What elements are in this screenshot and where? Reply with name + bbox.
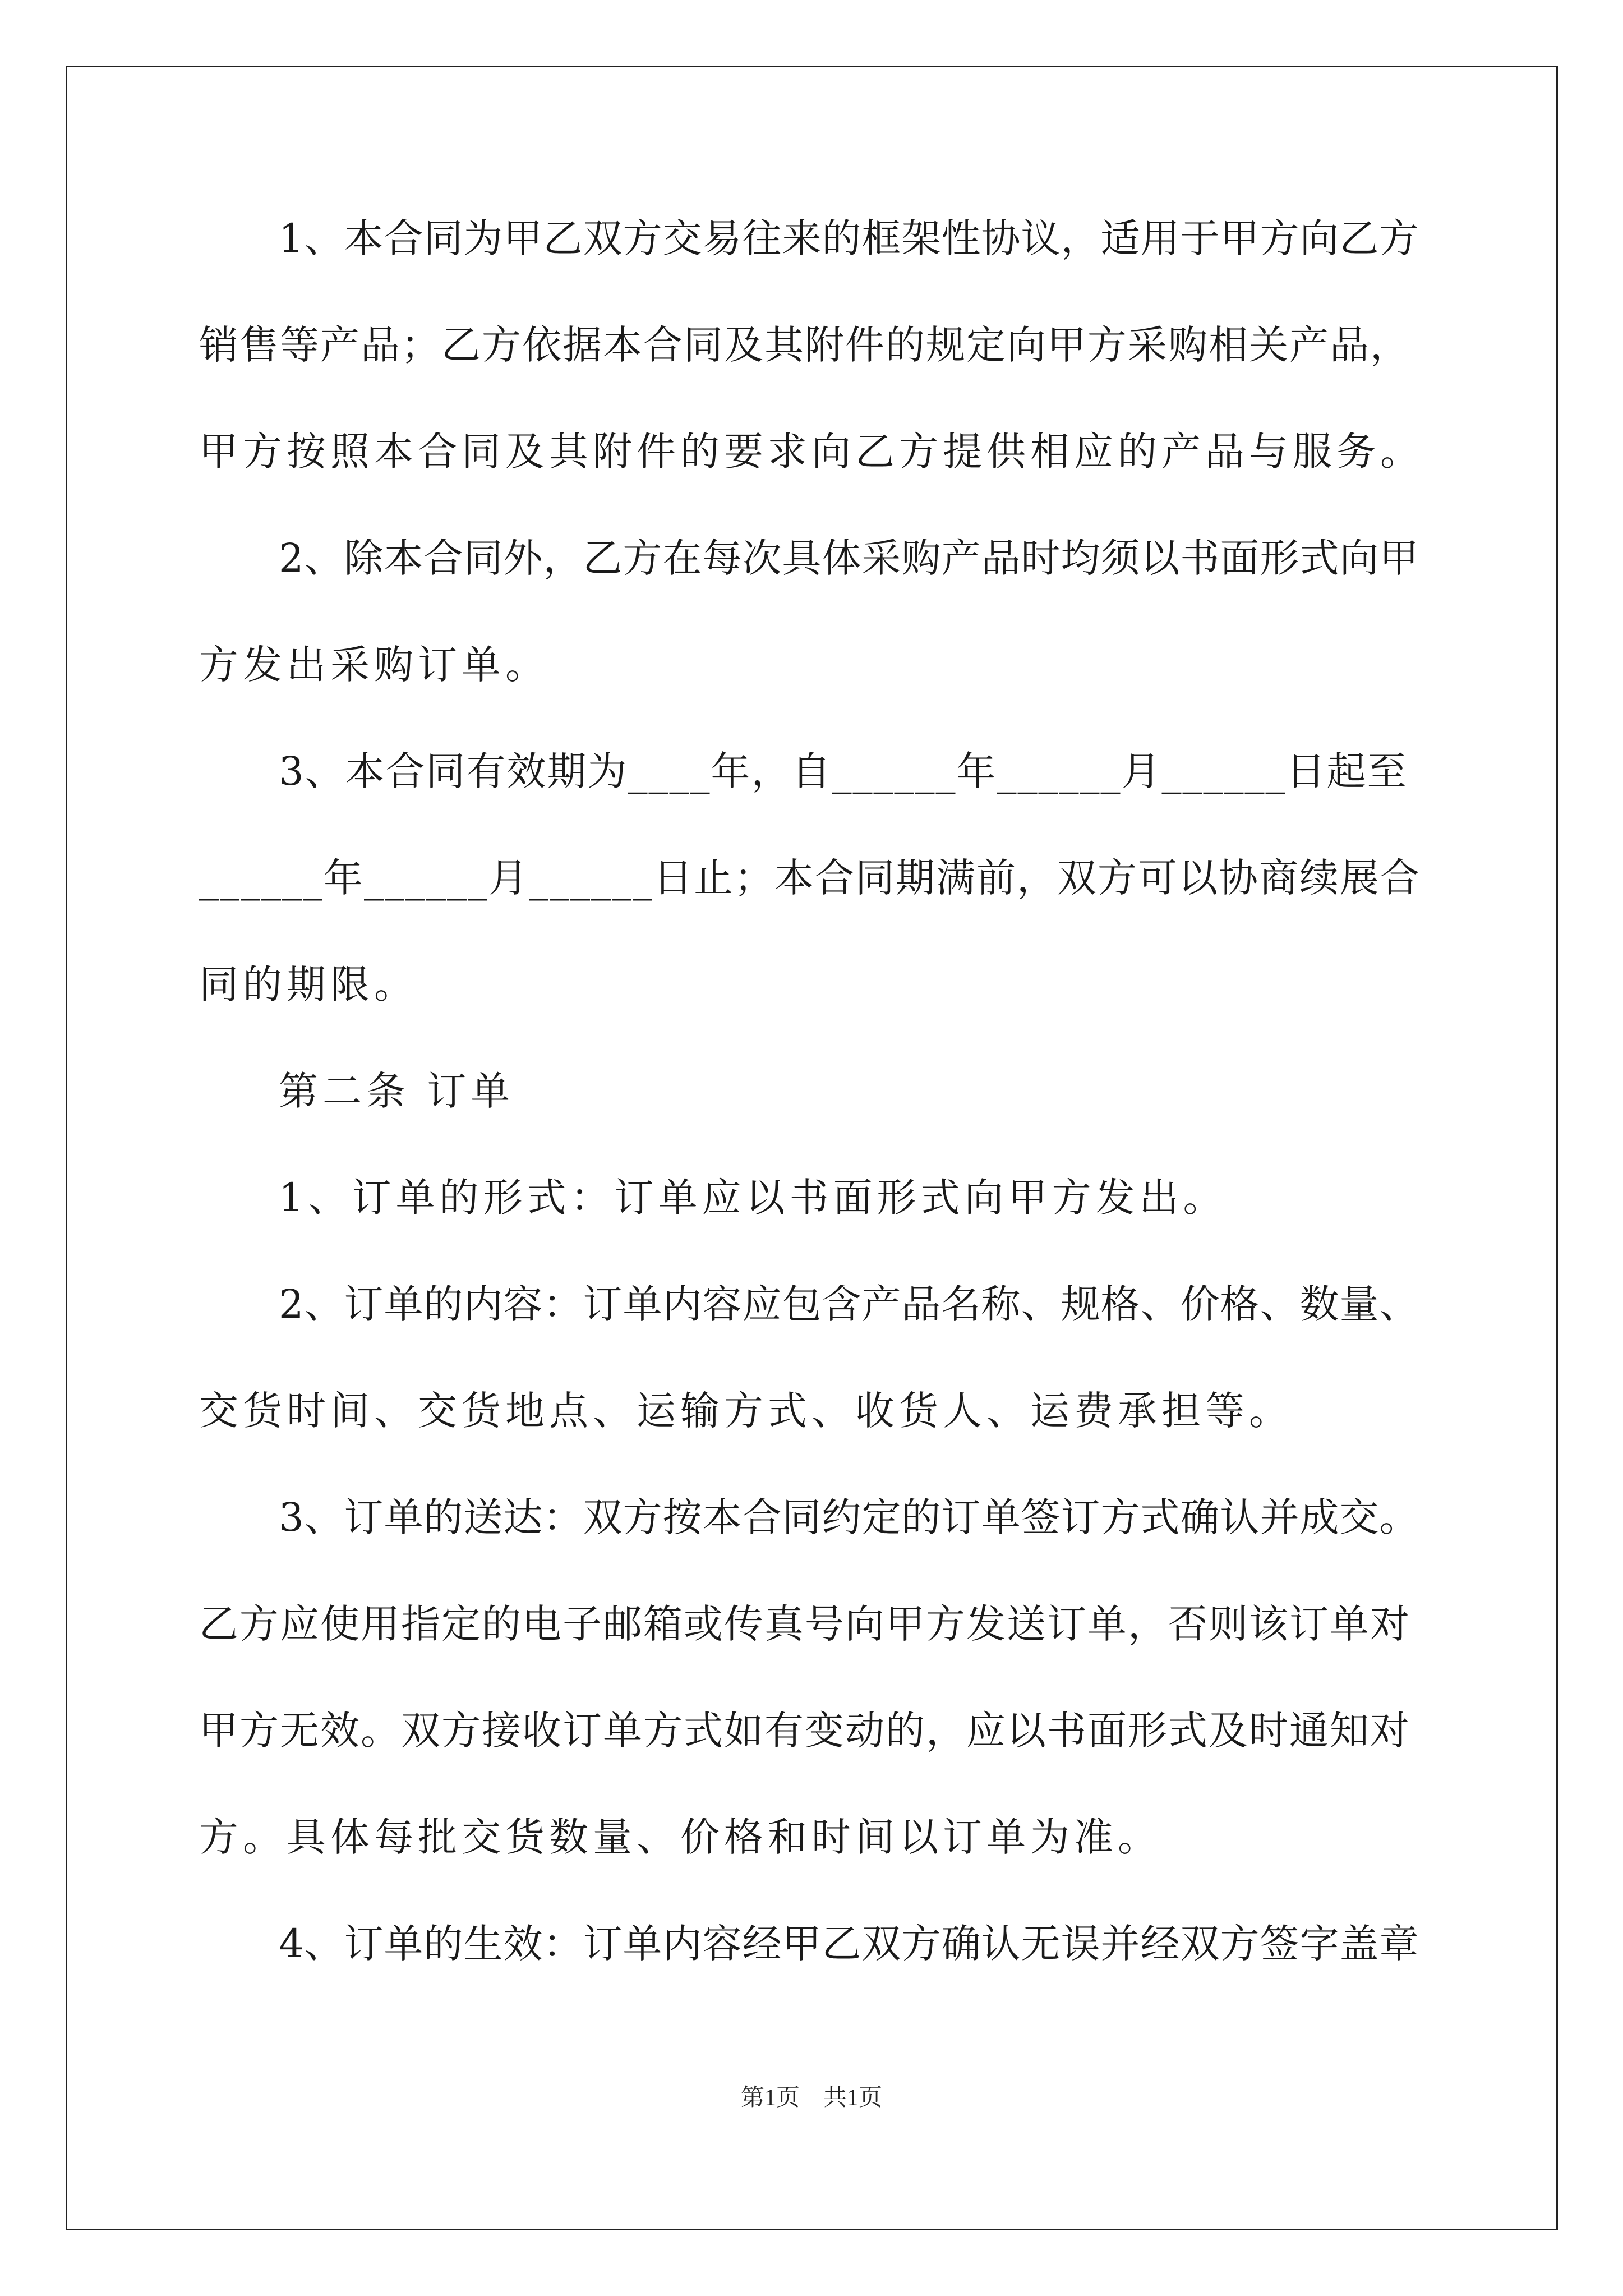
order-delivery-clause-line-3: 甲方无效。双方接收订单方式如有变动的，应以书面形式及时通知对 <box>199 1708 1410 1754</box>
order-delivery-clause-line-2: 乙方应使用指定的电子邮箱或传真号向甲方发送订单，否则该订单对 <box>199 1601 1410 1647</box>
page-number-footer: 第1页 共1页 <box>740 2085 882 2111</box>
order-form-clause: 1、订单的形式：订单应以书面形式向甲方发出。 <box>279 1175 1227 1221</box>
page-border <box>66 66 1558 2230</box>
paragraph-2-line-1: 2、除本合同外，乙方在每次具体采购产品时均须以书面形式向甲 <box>279 535 1419 581</box>
paragraph-1-line-2: 销售等产品；乙方依据本合同及其附件的规定向甲方采购相关产品， <box>199 322 1410 368</box>
paragraph-3-line-1: 3、本合同有效期为____年，自______年______月______日起至 <box>279 748 1408 794</box>
paragraph-1-line-3: 甲方按照本合同及其附件的要求向乙方提供相应的产品与服务。 <box>199 429 1424 475</box>
order-delivery-clause-line-4: 方。具体每批交货数量、价格和时间以订单为准。 <box>199 1814 1161 1860</box>
order-content-clause-line-2: 交货时间、交货地点、运输方式、收货人、运费承担等。 <box>199 1388 1293 1434</box>
paragraph-1-line-1: 1、本合同为甲乙双方交易往来的框架性协议，适用于甲方向乙方 <box>279 215 1419 261</box>
order-effective-clause-line-1: 4、订单的生效：订单内容经甲乙双方确认无误并经双方签字盖章 <box>279 1921 1419 1967</box>
section-heading-article-2: 第二条 订单 <box>279 1068 515 1114</box>
paragraph-3-line-2: ______年______月______日止；本合同期满前，双方可以协商续展合 <box>199 855 1421 901</box>
order-content-clause-line-1: 2、订单的内容：订单内容应包含产品名称、规格、价格、数量、 <box>279 1281 1419 1327</box>
order-delivery-clause-line-1: 3、订单的送达：双方按本合同约定的订单签订方式确认并成交。 <box>279 1494 1419 1540</box>
paragraph-3-line-3: 同的期限。 <box>199 961 418 1007</box>
paragraph-2-line-2: 方发出采购订单。 <box>199 642 549 688</box>
